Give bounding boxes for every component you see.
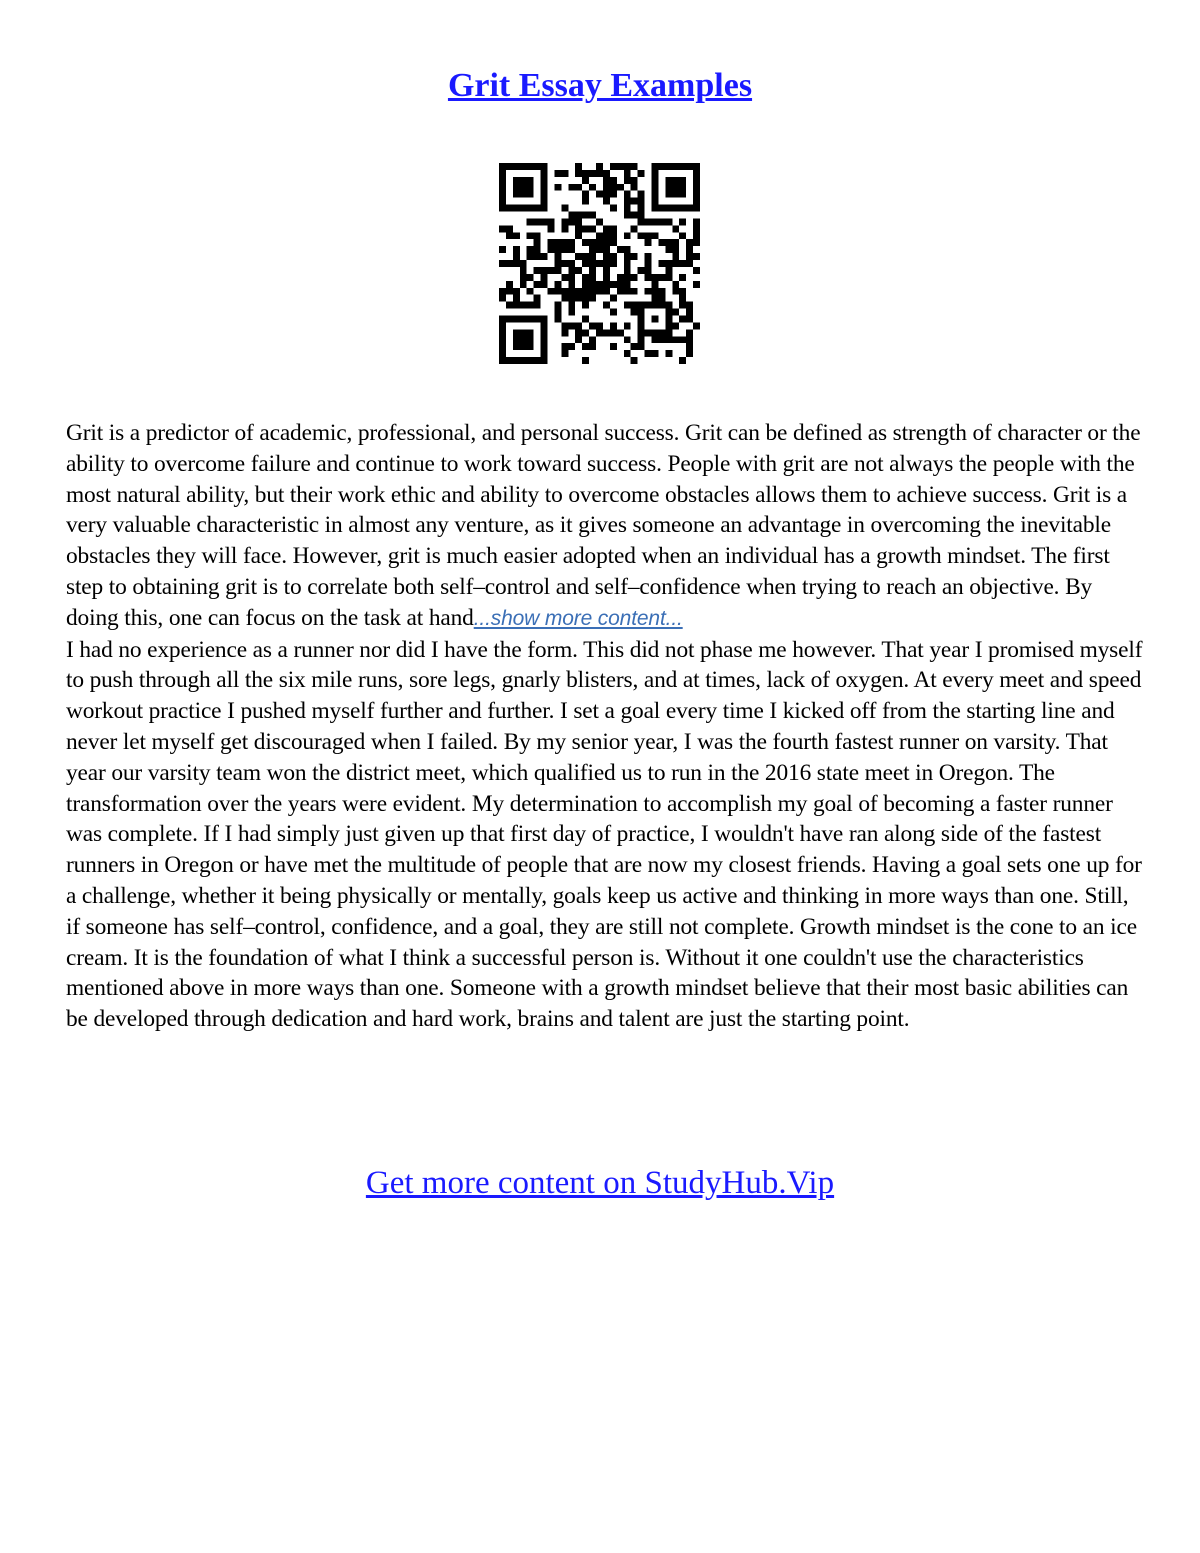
page-title: [0, 62, 1200, 110]
qr-code-icon: [499, 163, 700, 364]
essay-paragraph-2: I had no experience as a runner nor did I have the form. This did not phase me however. That year I promised myself to push through all the six mile runs, sore legs, gnarly blisters, and at times, lack of oxygen. At every meet and speed workout practice I pushed myself further and further. I set a goal every time I kicked off from the starting line and never let myself get discouraged when I failed. By my senior year, I was the fourth fastest runner on varsity. That year our varsity team won the district meet, which qualified us to run in the 2016 state meet in Oregon. The transformation over the years were evident. My determination to accomplish my goal of becoming a faster runner was complete. If I had simply just given up that first day of practice, I wouldn't have ran along side of the fastest runners in Oregon or have met the multitude of people that are now my closest friends. Having a goal sets one up for a challenge, whether it being physically or mentally, goals keep us active and thinking in more ways than one. Still, if someone has self–control, confidence, and a goal, they are still not complete. Growth mindset is the cone to an ice cream. It is the foundation of what I think a successful person is. Without it one couldn't use the characteristics mentioned above in more ways than one. Someone with a growth mindset believe that their most basic abilities can be developed through dedication and hard work, brains and talent are just the starting point.: [66, 636, 1143, 1033]
essay-body: [66, 418, 1146, 1035]
show-more-link[interactable]: ...show more content...: [473, 606, 683, 630]
studyhub-link[interactable]: Get more content on StudyHub.Vip: [365, 1165, 835, 1201]
footer: [0, 1160, 1200, 1206]
essay-paragraph-1-text: Grit is a predictor of academic, professional, and personal success. Grit can be defined as strength of character or the ability to overcome failure and continue to work toward success. People with grit are not always the people with the most natural ability, but their work ethic and ability to overcome obstacles allows them to achieve success. Grit is a very valuable characteristic in almost any venture, as it gives someone an advantage in overcoming the inevitable obstacles they will face. However, grit is much easier adopted when an individual has a growth mindset. The first step to obtaining grit is to correlate both self–control and self–confidence when trying to reach an objective. By doing this, one can focus on the task at hand: [66, 420, 1141, 631]
title-link[interactable]: Grit Essay Examples: [447, 67, 753, 104]
essay-paragraph-1: [66, 418, 1146, 635]
qr-code-graphic: [499, 163, 700, 364]
